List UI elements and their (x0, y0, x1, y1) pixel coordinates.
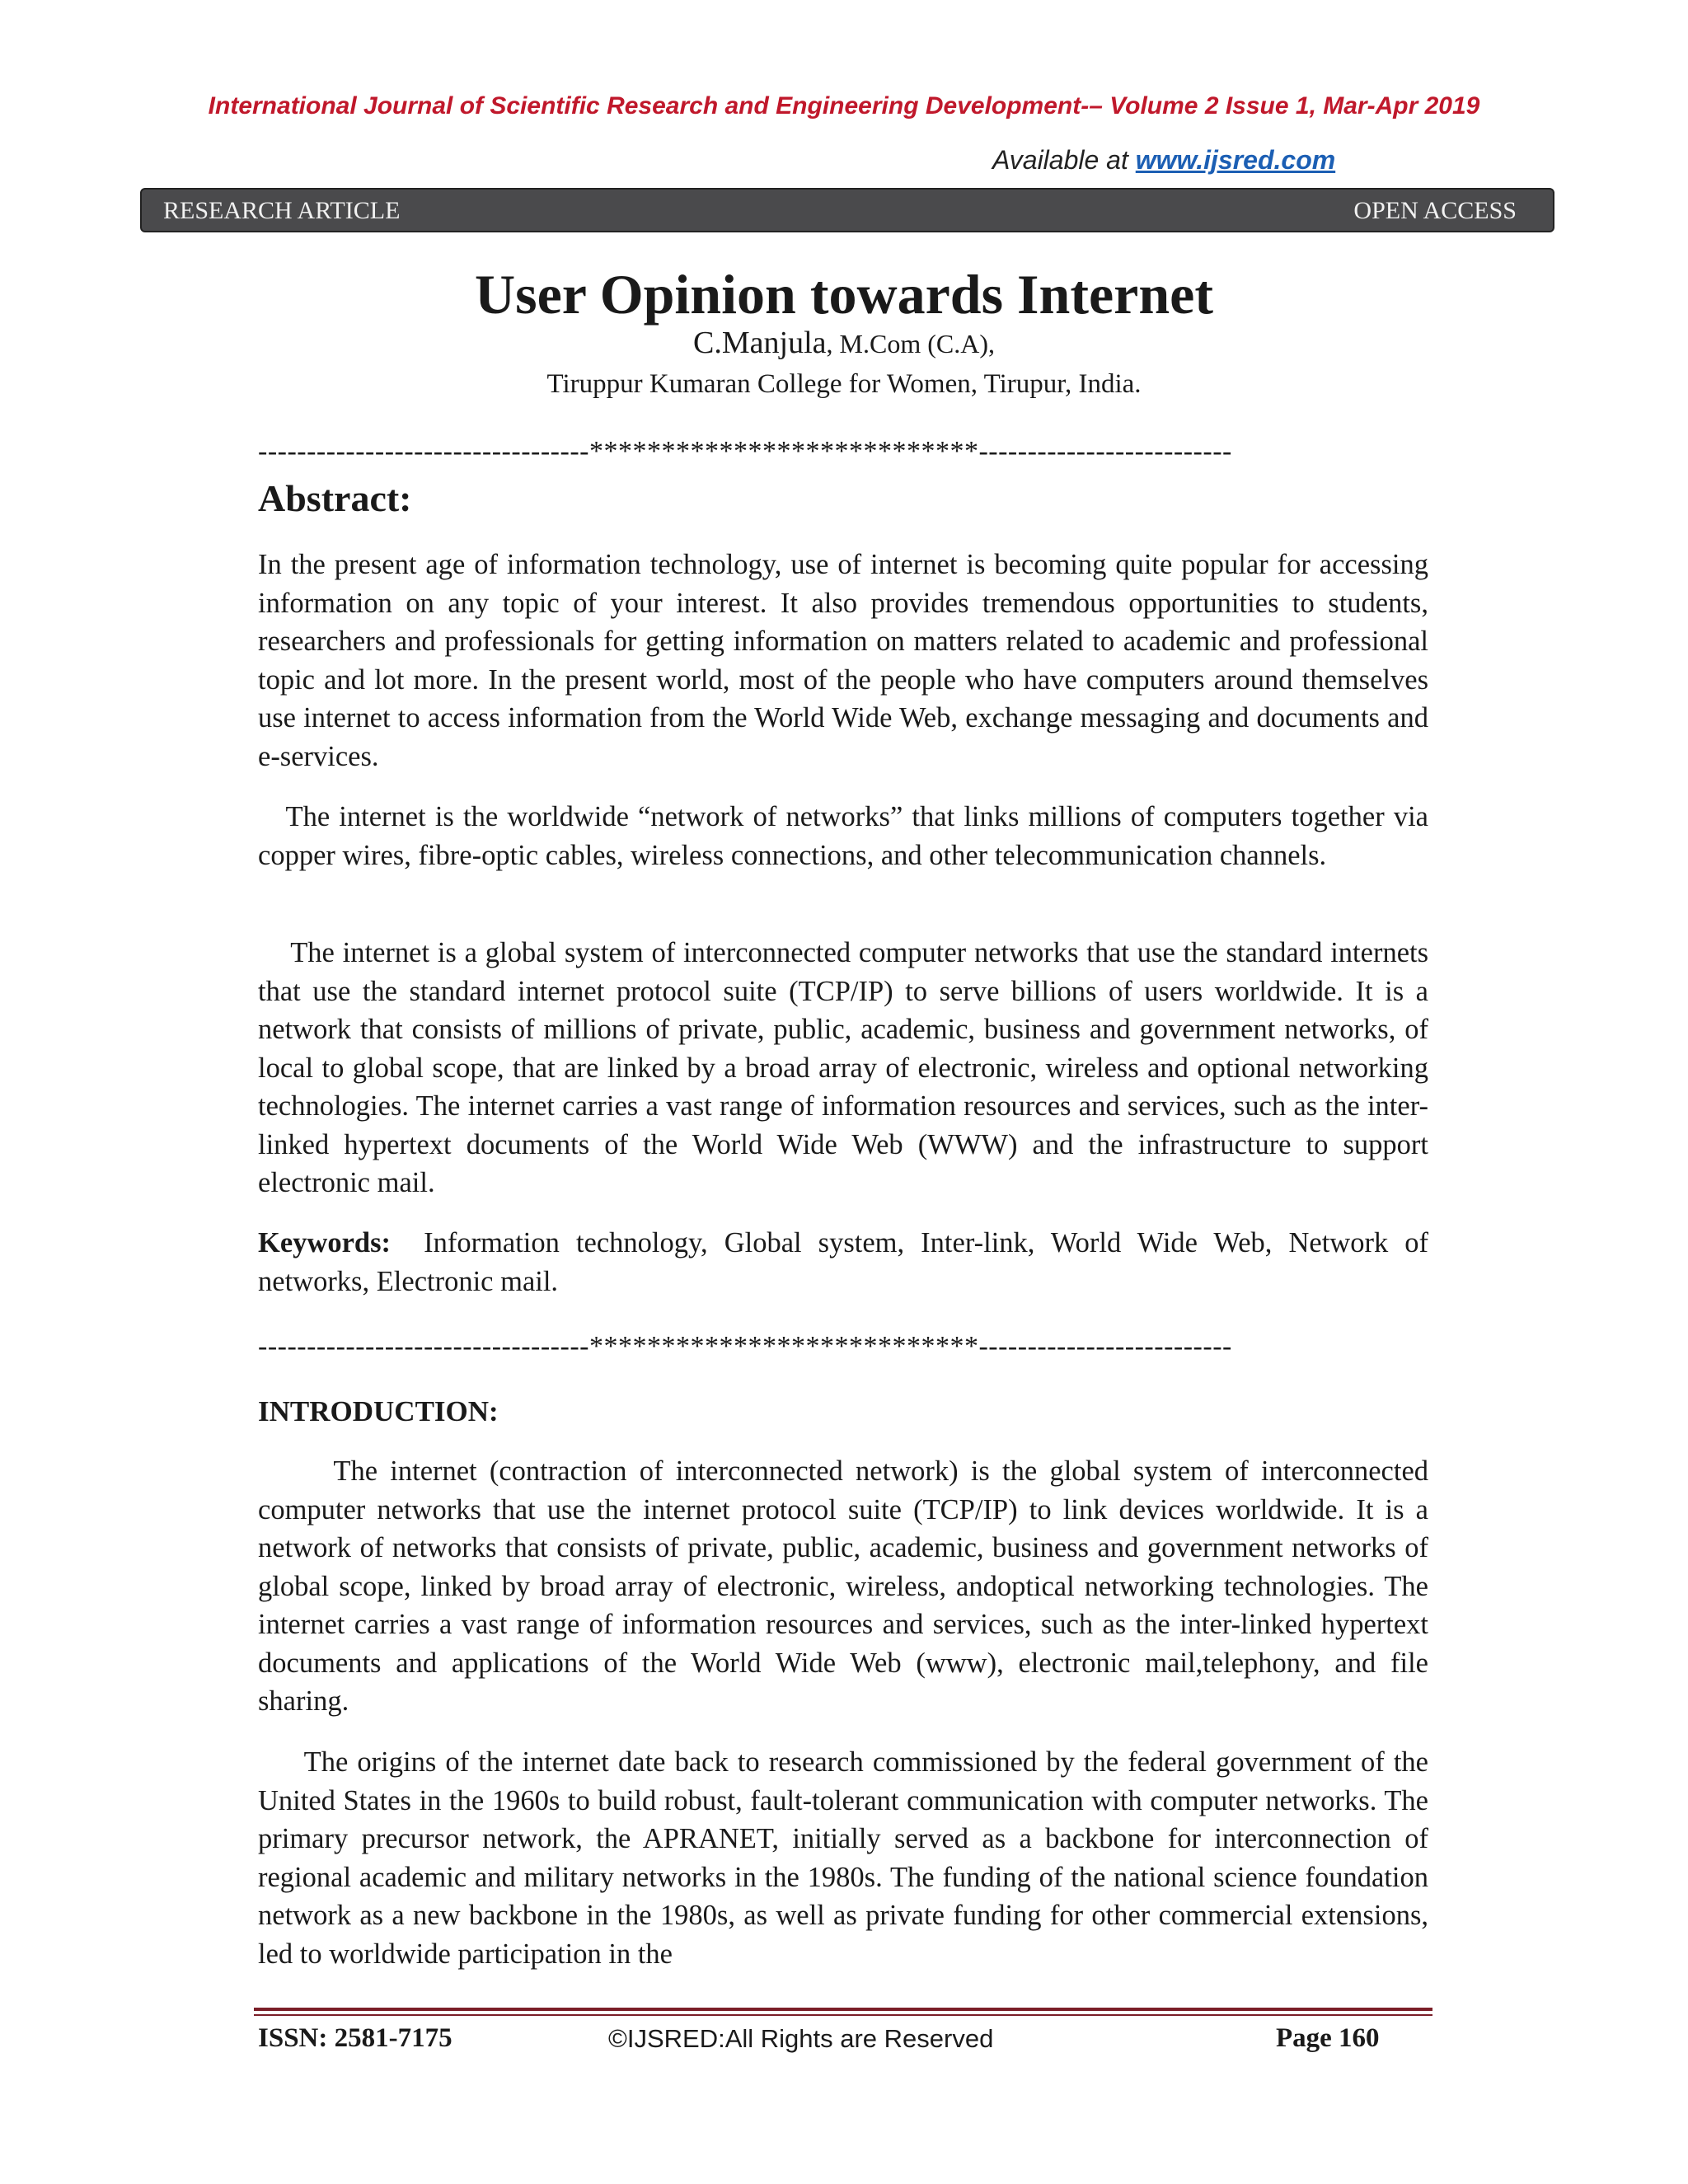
footer-rule-thin (254, 2014, 1432, 2016)
introduction-heading: INTRODUCTION: (258, 1395, 499, 1427)
article-type-bar (140, 188, 1554, 232)
journal-website-link[interactable]: www.ijsred.com (1135, 145, 1336, 175)
introduction-paragraph-2-text: The origins of the internet date back to research commissioned by the federal government of the United States in the 1960s to build robust, fault-tolerant communication with computer networks. The primary precursor network, the APRANET, initially served as a backbone for interconnection of regional academic and military networks in the 1980s. The funding of the national science foundation network as a new backbone in the 1980s, as well as private funding for other commercial extensions, led to worldwide participation in the (258, 1746, 1428, 1970)
introduction-paragraph-1 (258, 1452, 1428, 1721)
abstract-paragraph-2-text: The internet is the worldwide “network of networks” that links millions of computers together via copper wires, fibre-optic cables, wireless connections, and other telecommunication channels. (258, 801, 1428, 871)
abstract-heading: Abstract: (258, 477, 412, 519)
footer-rule-thick (254, 2008, 1432, 2011)
introduction-paragraph-1-text: The internet (contraction of interconnected network) is the global system of interconnected computer networks that use the internet protocol suite (TCP/IP) to link devices worldwide. It is a network of networks that consists of private, public, academic, business and government networks of global scope, linked by broad array of electronic, wireless, andoptical networking technologies. The internet carries a vast range of information resources and services, such as the inter-linked hypertext documents and applications of the World Wide Web (www), electronic mail,telephony, and file sharing. (258, 1455, 1429, 1717)
footer-page-number: Page 160 (1276, 2023, 1380, 2053)
article-type-label: RESEARCH ARTICLE (163, 197, 401, 224)
author-line (0, 325, 1688, 361)
introduction-paragraph-2 (258, 1743, 1428, 1973)
abstract-paragraph-3-text: The internet is a global system of interconnected computer networks that use the standard internets that use the standard internet protocol suite (TCP/IP) to serve billions of users worldwide. It is a network that consists of millions of private, public, academic, business and government networks, of local to global scope, that are linked by a broad array of electronic, wireless and optional networking technologies. The internet carries a vast range of information resources and services, such as the inter-linked hypertext documents of the World Wide Web (WWW) and the infrastructure to support electronic mail. (258, 937, 1429, 1198)
author-degree: , M.Com (C.A), (826, 329, 995, 359)
journal-header: International Journal of Scientific Research and Engineering Development-– Volume 2 Issue 1, Mar-Apr 2019 (208, 92, 1480, 120)
author-name: C.Manjula (693, 326, 827, 360)
access-type-label: OPEN ACCESS (1353, 197, 1517, 224)
author-affiliation: Tiruppur Kumaran College for Women, Tirupur, India. (546, 369, 1142, 399)
availability-prefix: Available at (992, 145, 1136, 175)
keywords-label: Keywords: (258, 1227, 391, 1258)
footer-issn: ISSN: 2581-7175 (258, 2023, 452, 2053)
section-separator-bottom: ----------------------------------***************************-------------------------- (258, 1331, 1232, 1361)
abstract-paragraph-1: In the present age of information technology, use of internet is becoming quite popular for accessing information on any topic of your interest. It also provides tremendous opportunities to students, researchers and professionals for getting information on matters related to academic and professional topic and lot more. In the present world, most of the people who have computers around themselves use internet to access information from the World Wide Web, exchange messaging and documents and e-services. (258, 549, 1428, 772)
keywords (258, 1224, 1428, 1301)
keywords-list: Information technology, Global system, Inter-link, World Wide Web, Network of networks, Electronic mail. (258, 1227, 1428, 1297)
abstract-paragraph-2 (258, 798, 1428, 874)
footer-copyright: ©IJSRED:All Rights are Reserved (608, 2024, 994, 2053)
section-separator-top: ----------------------------------***************************-------------------------- (258, 436, 1232, 466)
paper-title: User Opinion towards Internet (475, 263, 1213, 326)
availability-line (992, 145, 1335, 176)
abstract-paragraph-3 (258, 934, 1428, 1202)
